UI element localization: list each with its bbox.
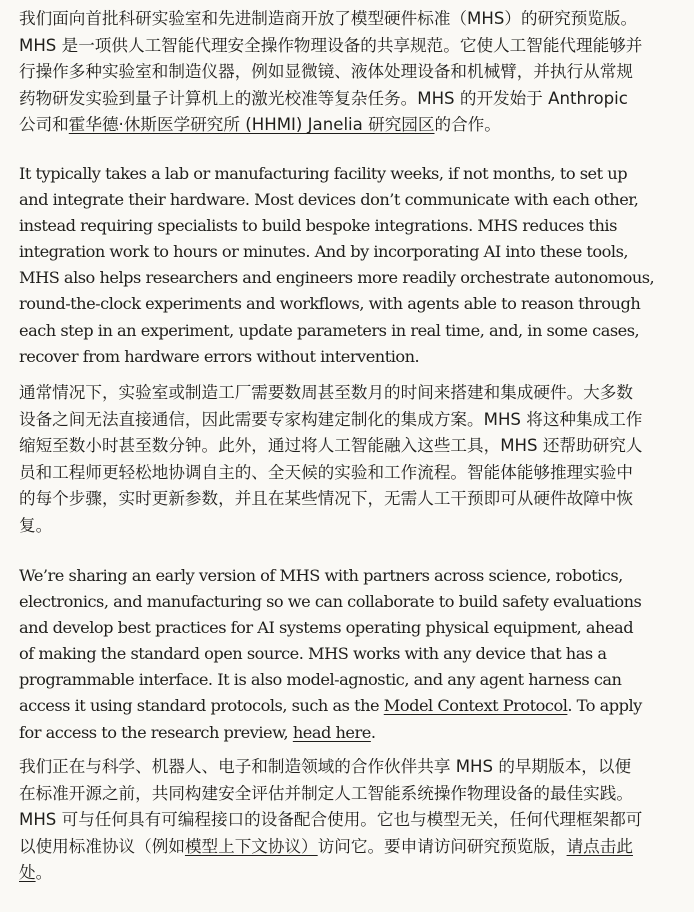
text-line: and develop best practices for AI systems operating physical equipment, ahead — [19, 618, 634, 638]
paragraph-intro-zh — [19, 6, 667, 139]
paragraph-sharing-zh — [19, 754, 667, 887]
text-line: and integrate their hardware. Most devices don’t communicate with each other, — [19, 190, 639, 210]
text-line: MHS 可与任何具有可编程接口的设备配合使用。它也与模型无关，任何代理框架都可 — [19, 810, 643, 830]
model-context-protocol-link-zh[interactable]: 模型上下文协议） — [184, 836, 318, 856]
text-line: recover from hardware errors without intervention. — [19, 346, 420, 366]
text-line: 通常情况下，实验室或制造工厂需要数周甚至数月的时间来搭建和集成硬件。大多数 — [19, 383, 633, 402]
text-line: 员和工程师更轻松地协调自主的、全天候的实验和工作流程。智能体能够推理实验中 — [19, 462, 633, 482]
text-fragment: 。 — [35, 863, 53, 883]
text-fragment: access it using standard protocols, such as the — [19, 696, 384, 716]
text-line: round-the-clock experiments and workflows, with agents able to reason through — [19, 294, 641, 314]
text-line: 设备之间无法直接通信，因此需要专家构建定制化的集成方案。MHS 将这种集成工作 — [19, 409, 643, 429]
text-line: 复。 — [19, 515, 53, 535]
text-line — [19, 720, 679, 746]
text-line: It typically takes a lab or manufacturing facility weeks, if not months, to set up — [19, 164, 628, 183]
text-line — [19, 112, 667, 139]
text-line: programmable interface. It is also model-agnostic, and any agent harness can — [19, 670, 622, 690]
text-line: 的每个步骤，实时更新参数，并且在某些情况下，无需人工干预即可从硬件故障中恢 — [19, 489, 633, 509]
text-line: 我们面向首批科研实验室和先进制造商开放了模型硬件标准（MHS）的研究预览版。 — [19, 9, 638, 28]
text-line: 药物研发实验到量子计算机上的激光校准等复杂任务。MHS 的开发始于 Anthropic — [19, 88, 628, 108]
text-line: We’re sharing an early version of MHS with partners across science, robotics, — [19, 566, 623, 585]
text-fragment: 以使用标准协议（例如 — [19, 836, 185, 856]
text-line: 行操作多种实验室和制造仪器，例如显微镜、液体处理设备和机械臂，并执行从常规 — [19, 62, 633, 82]
text-fragment: for access to the research preview, — [19, 722, 293, 742]
text-line: integration work to hours or minutes. And by incorporating AI into these tools, — [19, 242, 629, 262]
text-fragment: 公司和 — [19, 115, 69, 135]
apply-click-here-link-zh-cont[interactable]: 处 — [19, 863, 36, 883]
text-line: 我们正在与科学、机器人、电子和制造领域的合作伙伴共享 MHS 的早期版本，以便 — [19, 757, 632, 776]
text-line: MHS 是一项供人工智能代理安全操作物理设备的共享规范。它使人工智能代理能够并 — [19, 35, 643, 55]
text-line — [19, 693, 679, 719]
text-line: 缩短至数小时甚至数分钟。此外，通过将人工智能融入这些工具，MHS 还帮助研究人 — [19, 436, 643, 456]
text-line: 在标准开源之前，共同构建安全评估并制定人工智能系统操作物理设备的最佳实践。 — [19, 783, 633, 803]
text-line — [19, 860, 667, 887]
apply-click-here-link-zh[interactable]: 请点击此 — [566, 836, 633, 856]
text-line: MHS also helps researchers and engineers more readily orchestrate autonomous, — [19, 268, 655, 288]
text-fragment: 访问它。要申请访问研究预览版， — [317, 836, 567, 856]
text-line: electronics, and manufacturing so we can collaborate to build safety evaluations — [19, 592, 642, 612]
text-line: of making the standard open source. MHS works with any device that has a — [19, 644, 607, 664]
text-fragment: 的合作。 — [434, 115, 501, 135]
text-fragment: . To apply — [567, 696, 642, 716]
text-line: each step in an experiment, update parameters in real time, and, in some cases, — [19, 320, 640, 340]
hhmi-janelia-link[interactable]: 霍华德·休斯医学研究所 (HHMI) Janelia 研究园区 — [68, 115, 435, 135]
text-line: instead requiring specialists to build bespoke integrations. MHS reduces this — [19, 216, 617, 236]
text-fragment: . — [370, 722, 376, 742]
paragraph-integration-en — [19, 161, 679, 370]
text-line — [19, 834, 667, 861]
paragraph-integration-zh — [19, 380, 667, 540]
apply-head-here-link[interactable]: head here — [292, 722, 371, 742]
model-context-protocol-link[interactable]: Model Context Protocol — [383, 696, 568, 716]
paragraph-sharing-en — [19, 563, 679, 746]
